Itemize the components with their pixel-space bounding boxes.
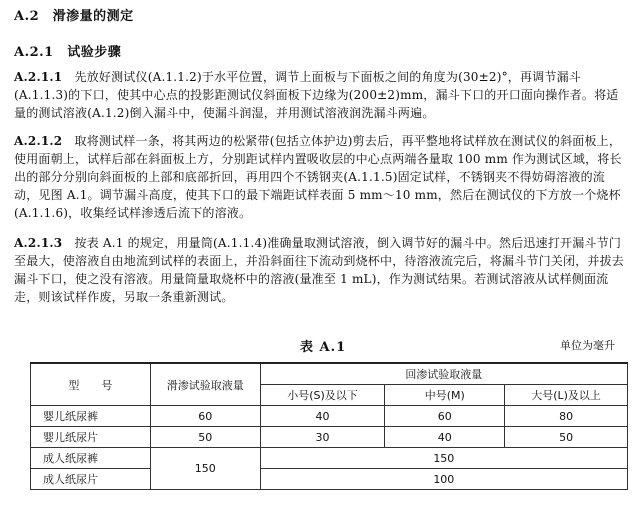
cell-type: 婴儿纸尿裤: [31, 406, 151, 427]
table-row: [31, 448, 628, 469]
cell-type: 成人纸尿片: [31, 469, 151, 490]
cell-slip: 50: [150, 427, 260, 448]
table-unit: 单位为毫升: [560, 339, 615, 352]
paragraph-text: 取将测试样一条，将其两边的松紧带(包括立体护边)剪去后，再平整地将试样放在测试仪的斜面板上，使用面朝上，试样后部在斜面板上方，分别距试样内置吸收层的中心点两端各量取 100 mm 作为测试区域，将长出的部分分别向斜面板的上部和底部折回，再用四个不锈钢夹(A.1.1.5)固定试样，不锈钢夹不得妨碍溶液的流动，见图 A.1。调节漏斗高度，使其下口的最下端距试样表面 5 mm～10 mm，然后在测试仪的下方放一个烧杯(A.1.1.6)，收集经试样渗透后流下的溶液。: [14, 134, 622, 220]
cell-small: 30: [260, 427, 385, 448]
subsection-heading: A.2.1 试验步骤: [14, 45, 122, 60]
cell-type: 婴儿纸尿片: [31, 427, 151, 448]
paragraph-a2-1-2: [14, 132, 626, 222]
paragraph-text: 按表 A.1 的规定，用量筒(A.1.1.4)准确量取测试溶液，倒入调节好的漏斗中。然后迅速打开漏斗节门至最大，使溶液自由地流到试样的表面上，并沿斜面往下流动到烧杯中，待溶液流完后，将漏斗节门关闭，并拔去漏斗下口，使之没有溶液。用量筒量取烧杯中的溶液(量准至 1 mL)，作为测试结果。若测试溶液从试样侧面流走，则该试样作废，另取一条重新测试。: [14, 236, 625, 304]
cell-medium: 60: [385, 406, 505, 427]
header-small: 小号(S)及以下: [260, 385, 385, 406]
header-type: 型 号: [31, 363, 151, 406]
cell-type: 成人纸尿裤: [31, 448, 151, 469]
cell-return-merged: 100: [260, 469, 627, 490]
section-heading: A.2 滑渗量的测定: [14, 9, 134, 24]
paragraph-number: A.2.1.1: [14, 70, 63, 84]
table-header-row: [31, 363, 628, 385]
paragraph-text: 先放好测试仪(A.1.1.2)于水平位置，调节上面板与下面板之间的角度为(30±2)°，再调节漏斗(A.1.1.3)的下口，使其中心点的投影距测试仪斜面板下边缘为(200±2)mm，漏斗下口的开口面向操作者。将适量的测试溶液(A.1.2)倒入漏斗中，使漏斗润湿，并用测试溶液润洗漏斗两遍。: [14, 70, 619, 120]
table-row: [31, 427, 628, 448]
cell-return-merged: 150: [260, 448, 627, 469]
paragraph-a2-1-3: [14, 234, 626, 306]
paragraph-a2-1-1: [14, 68, 626, 122]
header-slip: 滑渗试验取液量: [150, 363, 260, 406]
paragraph-number: A.2.1.3: [14, 236, 63, 250]
table-title: 表 A.1: [300, 340, 347, 355]
cell-medium: 40: [385, 427, 505, 448]
table-row: [31, 469, 628, 490]
cell-large: 50: [505, 427, 628, 448]
cell-slip-merged: 150: [150, 448, 260, 490]
cell-slip: 60: [150, 406, 260, 427]
volume-table: [30, 362, 628, 490]
header-large: 大号(L)及以上: [505, 385, 628, 406]
table-row: [31, 406, 628, 427]
cell-small: 40: [260, 406, 385, 427]
paragraph-number: A.2.1.2: [14, 134, 63, 148]
header-return-group: 回渗试验取液量: [260, 363, 627, 385]
cell-large: 80: [505, 406, 628, 427]
header-medium: 中号(M): [385, 385, 505, 406]
